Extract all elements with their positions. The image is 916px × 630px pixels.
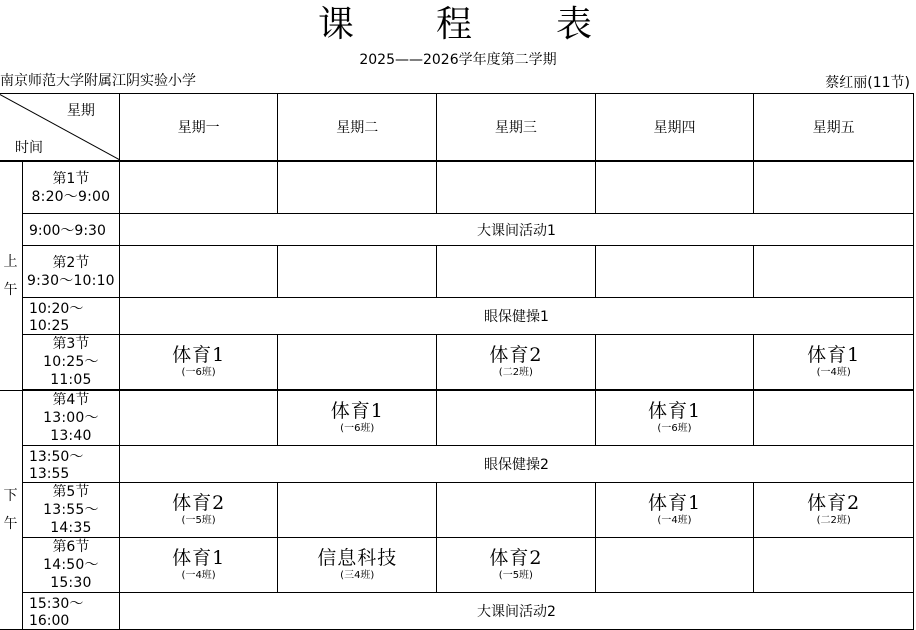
- period-4-label: 第4节 13:00～13:40: [22, 390, 119, 446]
- header-wednesday: 星期三: [437, 94, 596, 162]
- header-friday: 星期五: [754, 94, 914, 162]
- class-name: (一4班): [657, 515, 692, 526]
- course-name: 体育1: [172, 547, 226, 569]
- course-name: 体育2: [489, 344, 543, 366]
- cell-p3-mon: [119, 335, 278, 391]
- class-name: (三4班): [340, 570, 375, 581]
- cell-p6-tue: [278, 538, 437, 593]
- period-3-label: 第3节 10:25～11:05: [22, 335, 119, 391]
- course-name: 体育1: [807, 344, 861, 366]
- cell-p2-mon: [119, 246, 278, 298]
- break-2-activity: 眼保健操1: [119, 298, 913, 335]
- table-row: [0, 446, 914, 483]
- afternoon-char-2: 午: [3, 515, 18, 532]
- course-name: 体育1: [647, 492, 702, 514]
- class-name: (一4班): [816, 367, 851, 378]
- table-row: [0, 214, 914, 246]
- cell-p6-mon: [119, 538, 278, 593]
- afternoon-char-1: 下: [3, 487, 18, 504]
- cell-p6-thu: [595, 538, 754, 593]
- course-name: 体育2: [489, 547, 543, 569]
- morning-char-1: 上: [3, 253, 18, 270]
- class-name: (一6班): [340, 423, 375, 434]
- morning-label: [0, 161, 22, 390]
- cell-p4-tue: [278, 390, 437, 446]
- table-row: [0, 538, 914, 593]
- cell-p4-wed: [437, 390, 596, 446]
- cell-p5-wed: [437, 483, 596, 538]
- break-4-time: 15:30～16:00: [22, 593, 119, 630]
- class-name: (一5班): [181, 515, 216, 526]
- cell-p5-mon: [119, 483, 278, 538]
- afternoon-label: [0, 390, 22, 630]
- break-1-time: 9:00～9:30: [22, 214, 119, 246]
- corner-header: [0, 94, 119, 162]
- course-name: 体育1: [647, 400, 702, 422]
- table-row: [0, 298, 914, 335]
- header-thursday: 星期四: [595, 94, 754, 162]
- period-2-label: 第2节 9:30～10:10: [22, 246, 119, 298]
- cell-p5-fri: [754, 483, 914, 538]
- header-tuesday: 星期二: [278, 94, 437, 162]
- period-5-label: 第5节 13:55～14:35: [22, 483, 119, 538]
- morning-char-2: 午: [3, 281, 18, 298]
- class-name: (一6班): [181, 367, 216, 378]
- class-name: (一5班): [498, 570, 533, 581]
- period-6-label: 第6节 14:50～15:30: [22, 538, 119, 593]
- class-name: (一4班): [181, 570, 216, 581]
- class-name: (二2班): [498, 367, 533, 378]
- cell-p4-mon: [119, 390, 278, 446]
- cell-p1-tue: [278, 161, 437, 214]
- page-title: [0, 2, 916, 48]
- cell-p4-thu: [595, 390, 754, 446]
- cell-p1-wed: [437, 161, 596, 214]
- course-name: 体育1: [330, 400, 384, 422]
- cell-p3-wed: [437, 335, 596, 391]
- title-char-1: 课: [318, 4, 355, 45]
- course-name: 体育1: [172, 344, 226, 366]
- table-row: [0, 246, 914, 298]
- course-name: 信息科技: [317, 547, 398, 569]
- timetable: [0, 93, 914, 630]
- cell-p5-tue: [278, 483, 437, 538]
- break-3-activity: 眼保健操2: [119, 446, 913, 483]
- course-name: 体育2: [172, 492, 226, 514]
- cell-p3-thu: [595, 335, 754, 391]
- title-char-3: 表: [556, 4, 593, 45]
- cell-p1-fri: [754, 161, 914, 214]
- break-4-activity: 大课间活动2: [119, 593, 913, 630]
- table-row: [0, 593, 914, 630]
- table-row: [0, 335, 914, 391]
- break-2-time: 10:20～10:25: [22, 298, 119, 335]
- corner-time-label: 时间: [15, 140, 43, 156]
- corner-weekday-label: 星期: [66, 103, 95, 119]
- cell-p5-thu: [595, 483, 754, 538]
- course-name: 体育2: [807, 492, 861, 514]
- cell-p4-fri: [754, 390, 914, 446]
- header-monday: 星期一: [119, 94, 278, 162]
- cell-p2-thu: [595, 246, 754, 298]
- title-char-2: 程: [436, 4, 473, 45]
- cell-p2-fri: [754, 246, 914, 298]
- break-1-activity: 大课间活动1: [119, 214, 913, 246]
- teacher-name: 蔡红丽(11节): [825, 75, 910, 91]
- cell-p3-tue: [278, 335, 437, 391]
- semester-subtitle: 2025——2026学年度第二学期: [359, 52, 557, 68]
- cell-p6-fri: [754, 538, 914, 593]
- cell-p1-thu: [595, 161, 754, 214]
- break-3-time: 13:50～13:55: [22, 446, 119, 483]
- cell-p1-mon: [119, 161, 278, 214]
- period-1-label: 第1节 8:20～9:00: [22, 161, 119, 214]
- class-name: (二2班): [816, 515, 851, 526]
- cell-p2-wed: [437, 246, 596, 298]
- table-row: [0, 390, 914, 446]
- school-name: 南京师范大学附属江阴实验小学: [0, 73, 196, 89]
- table-row: [0, 161, 914, 214]
- cell-p3-fri: [754, 335, 914, 391]
- class-name: (一6班): [657, 423, 692, 434]
- cell-p2-tue: [278, 246, 437, 298]
- cell-p6-wed: [437, 538, 596, 593]
- table-row: [0, 483, 914, 538]
